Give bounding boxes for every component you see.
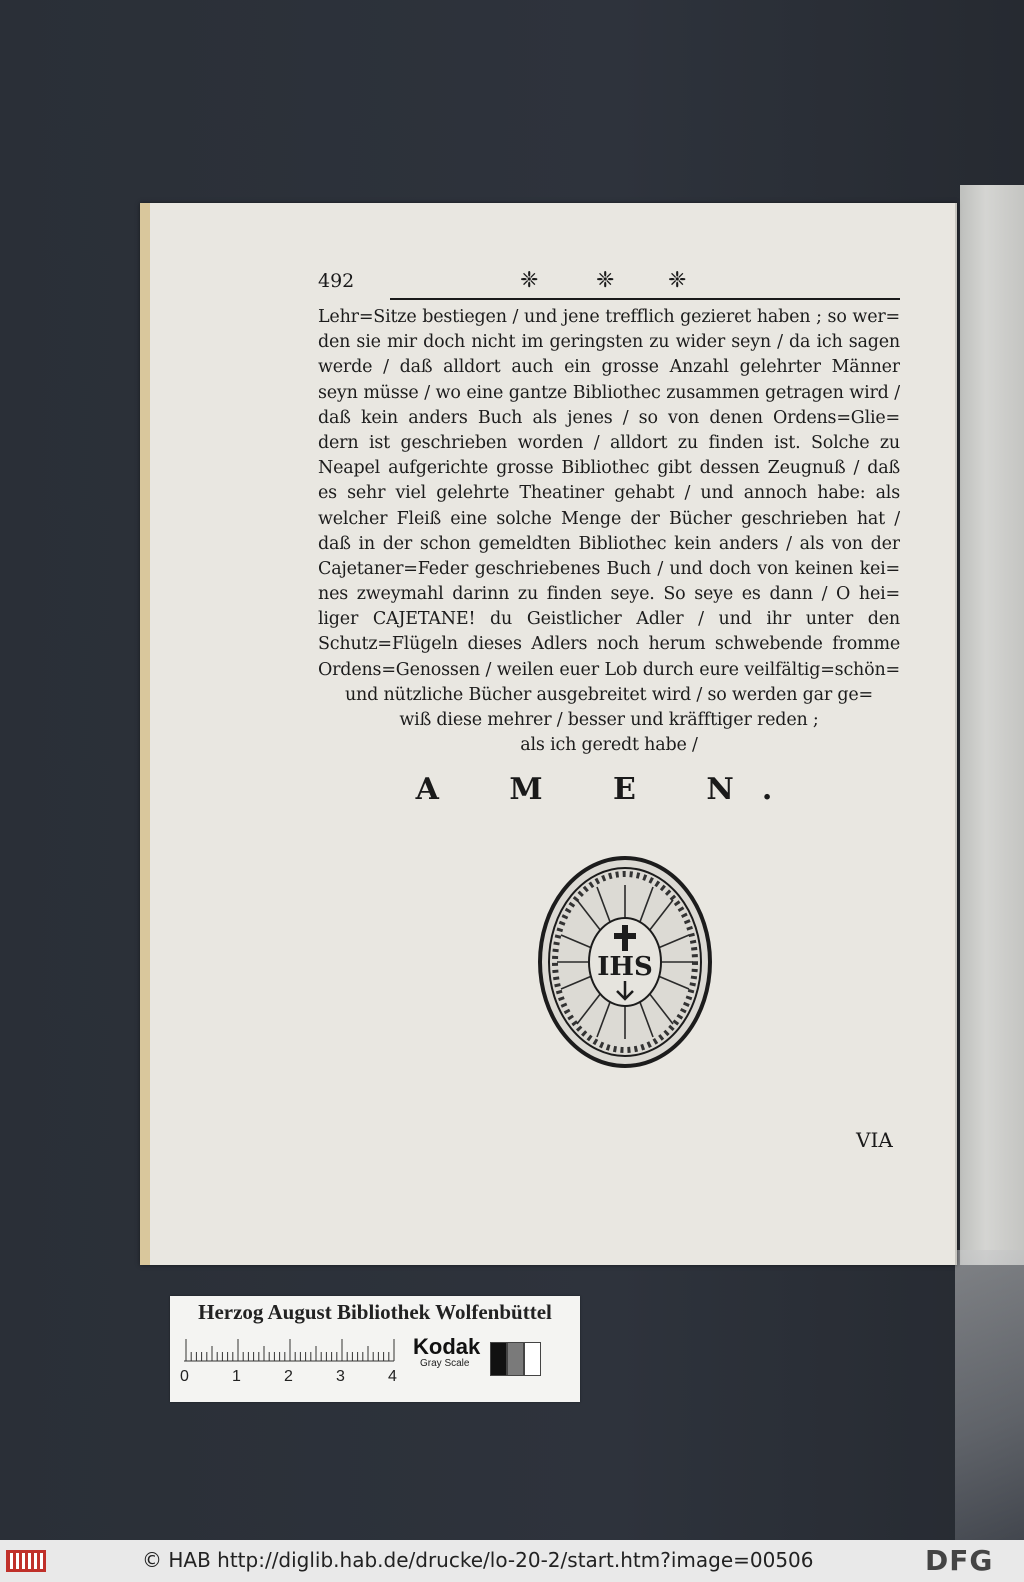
swatch-gray: [507, 1342, 524, 1376]
text-line: Neapel aufgerichte grosse Bibliothec gibt dessen Zeugnuß / daß: [318, 458, 900, 479]
ornament-icon: ❈: [520, 268, 539, 293]
text-line: welcher Fleiß eine solche Menge der Bücher geschrieben hat /: [318, 508, 900, 529]
copyright-link[interactable]: © HAB http://diglib.hab.de/drucke/lo-20-2/start.htm?image=00506: [142, 1548, 814, 1572]
text-line: liger CAJETANE! du Geistlicher Adler / und ihr unter den: [318, 609, 900, 630]
body-text: [318, 305, 900, 758]
footer-bar: [0, 1540, 1024, 1582]
ruler-digit: 2: [284, 1368, 293, 1385]
dfg-logo: DFG: [925, 1544, 994, 1577]
text-line: Cajetaner=Feder geschriebenes Buch / und doch von keinen kei=: [318, 558, 900, 579]
seal-monogram: IHS: [597, 952, 653, 982]
ruler-digit: 0: [180, 1368, 189, 1385]
text-line: Lehr=Sitze bestiegen / und jene trefflich gezieret haben ; so wer=: [318, 307, 900, 327]
text-line: den sie mir doch nicht im geringsten zu wider seyn / da ich sagen: [318, 332, 900, 353]
ihs-seal-emblem: [537, 855, 713, 1069]
ruler-digits: [180, 1368, 400, 1392]
ruler-digit: 1: [232, 1368, 241, 1385]
kodak-brand: Kodak: [413, 1334, 481, 1359]
text-line: Schutz=Flügeln dieses Adlers noch herum schwebende fromme: [318, 634, 900, 655]
text-line: wiß diese mehrer / besser und kräfftiger reden ;: [399, 710, 819, 730]
text-line: daß kein anders Buch als jenes / so von denen Ordens=Glie=: [318, 407, 900, 428]
ornament-icon: ❈: [596, 268, 615, 293]
gray-scale-label: Gray Scale: [420, 1358, 470, 1369]
text-line: als ich geredt habe /: [520, 735, 698, 756]
catchword: VIA: [856, 1128, 893, 1152]
text-line: und nützliche Bücher ausgebreitet wird / so werden gar ge=: [344, 684, 874, 705]
measurement-ruler: [184, 1336, 404, 1362]
amen-heading: A M E N.: [415, 772, 803, 807]
swatch-white: [524, 1342, 541, 1376]
swatch-black: [490, 1342, 507, 1376]
tissue-overlay: [955, 1250, 1024, 1540]
hab-logo-icon: [6, 1548, 46, 1574]
text-line: es sehr viel gelehrte Theatiner gehabt / und annoch habe: als: [318, 483, 900, 504]
ruler-digit: 4: [388, 1368, 397, 1385]
text-line: nes zweymahl darinn zu finden seye. So seye es dann / O hei=: [318, 584, 900, 605]
text-line: dern ist geschrieben worden / alldort zu finden ist. Solche zu: [318, 432, 900, 453]
text-line: Ordens=Genossen / weilen euer Lob durch eure veilfältig=schön=: [318, 659, 900, 680]
facing-page-edge: [960, 185, 1024, 1265]
color-reference-card: [170, 1296, 580, 1402]
text-line: daß in der schon gemeldten Bibliothec kein anders / als von der: [318, 533, 900, 554]
ruler-digit: 3: [336, 1368, 345, 1385]
page-header: [318, 268, 900, 302]
page-number: 492: [318, 270, 355, 292]
header-rule: [390, 298, 900, 300]
library-name: Herzog August Bibliothek Wolfenbüttel: [198, 1300, 552, 1324]
gray-swatches: [490, 1342, 541, 1378]
text-line: seyn müsse / wo eine gantze Bibliothec zusammen getragen wird /: [318, 382, 900, 403]
ornament-icon: ❈: [668, 268, 687, 293]
text-line: werde / daß alldort auch ein grosse Anzahl gelehrter Männer: [318, 357, 900, 378]
